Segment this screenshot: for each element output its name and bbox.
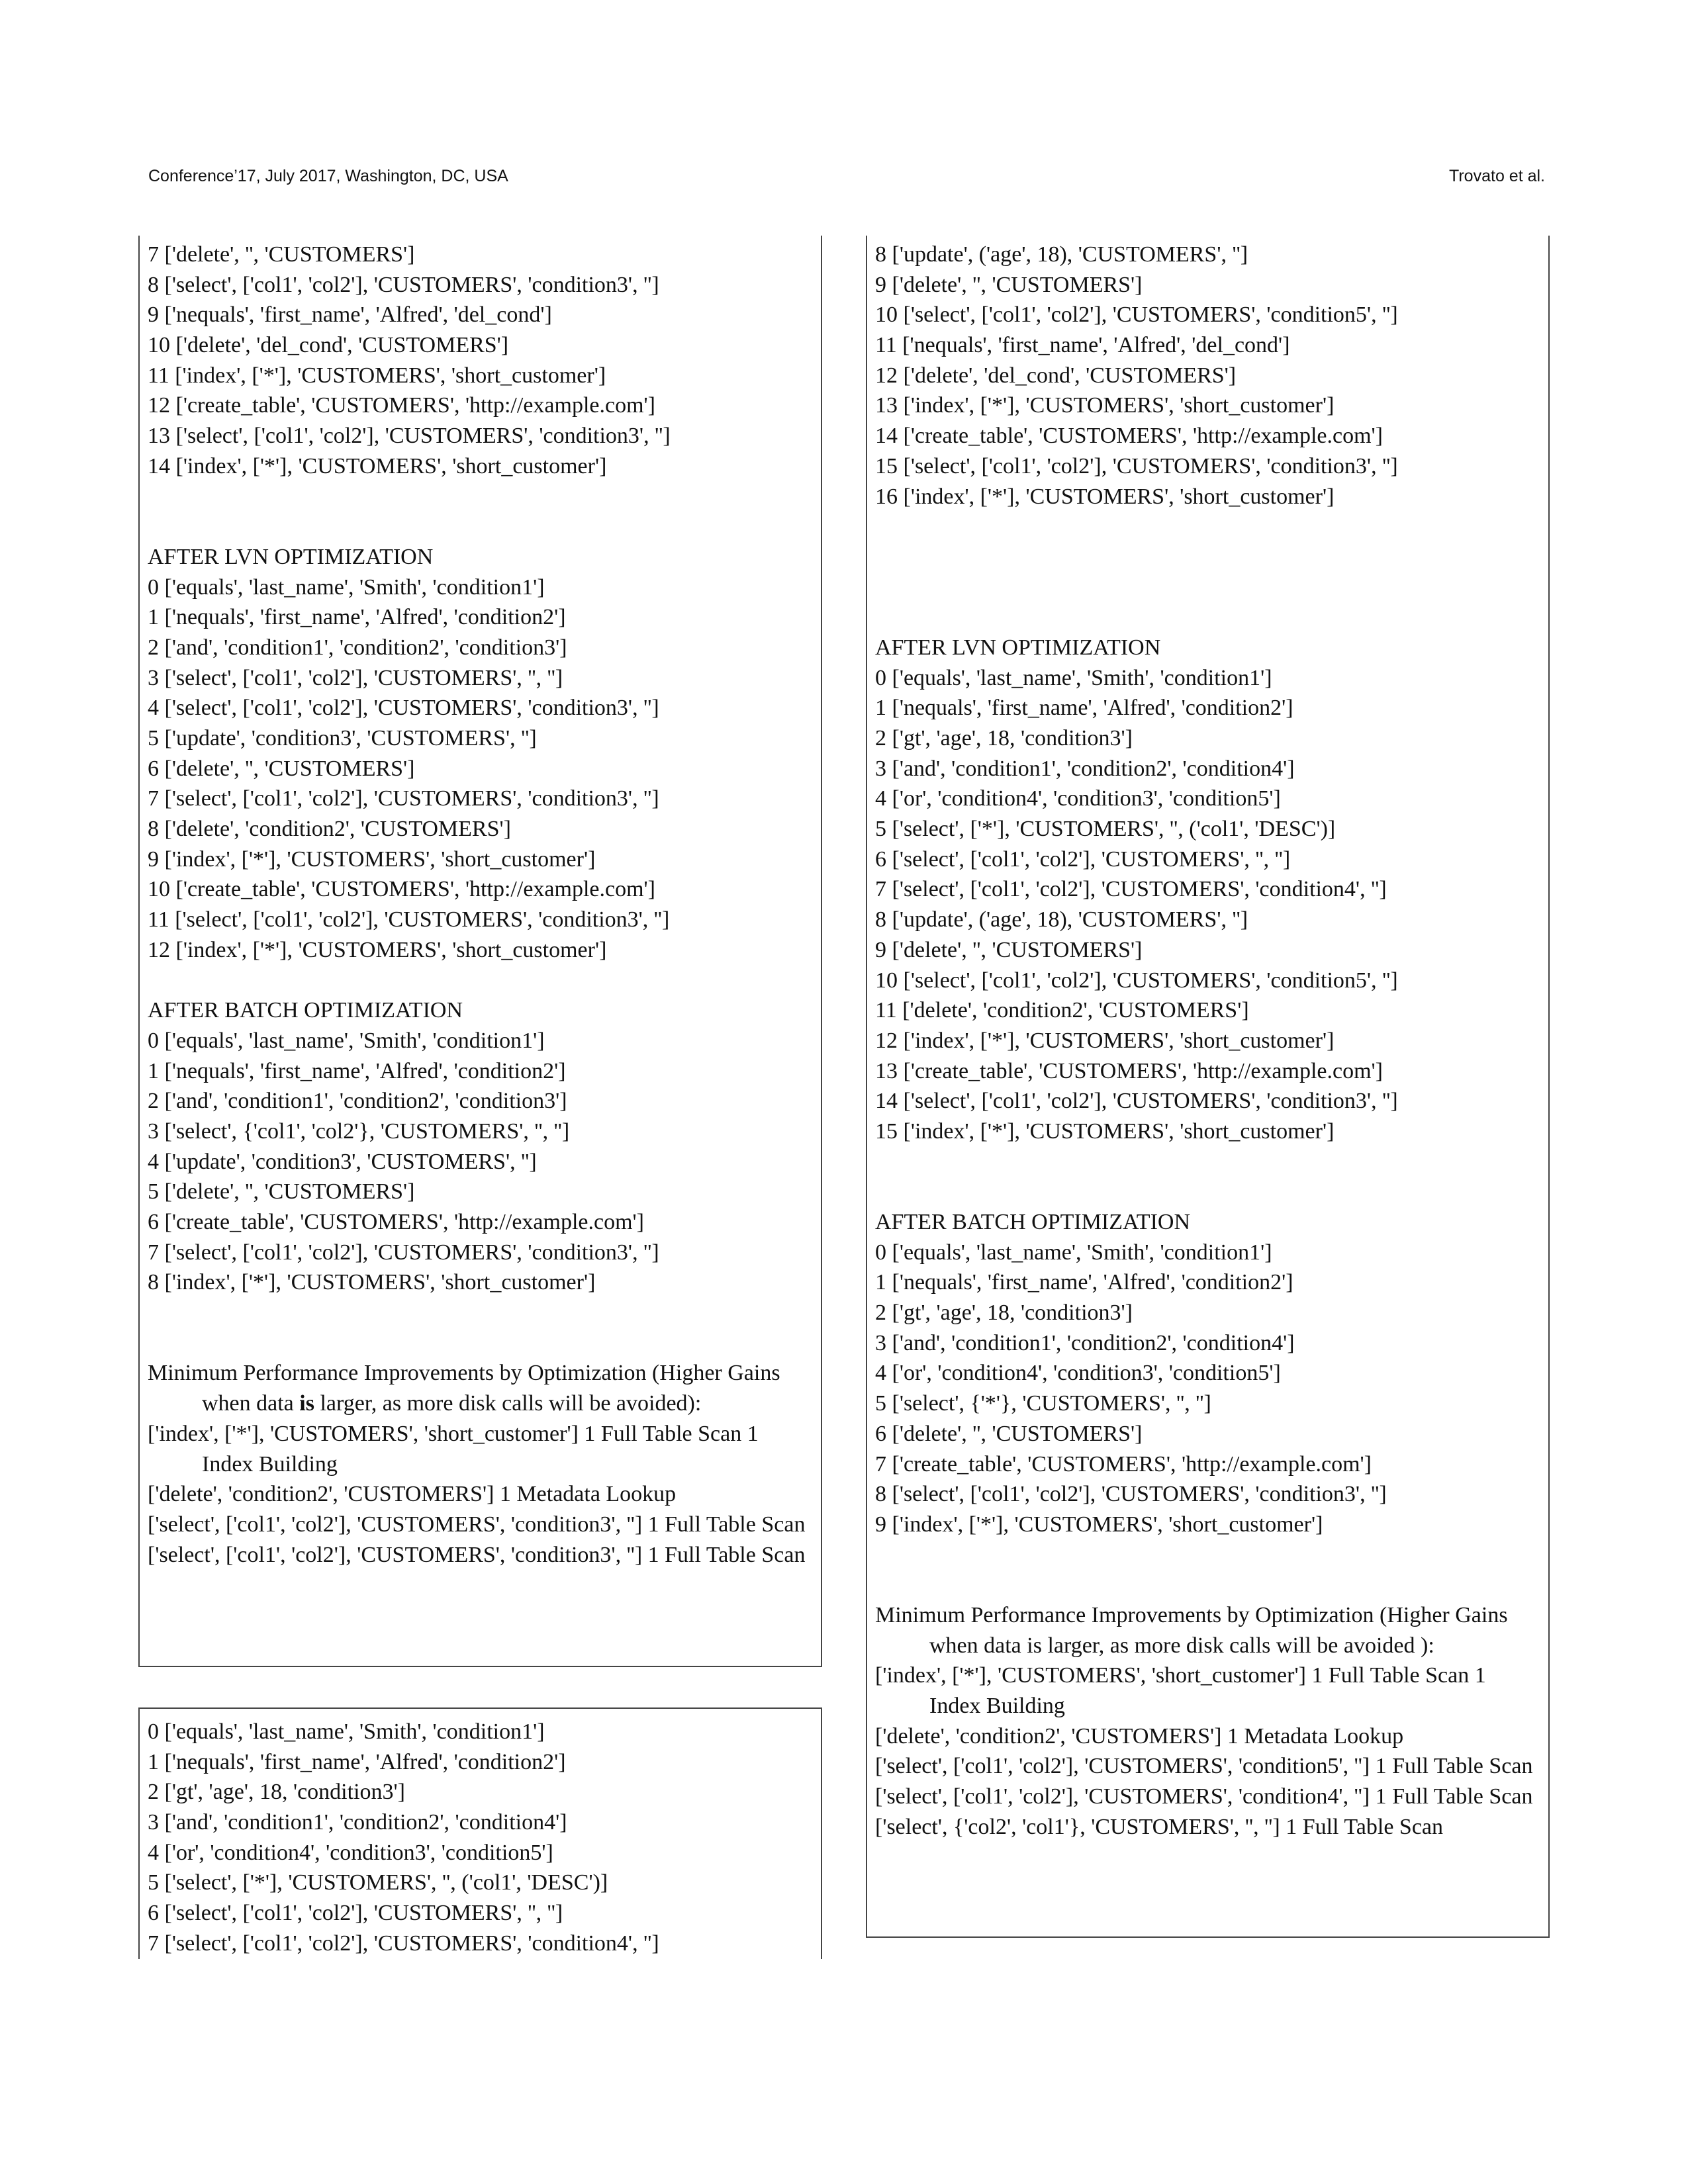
code-line: 6 ['select', ['col1', 'col2'], 'CUSTOMERS', '', ''] bbox=[875, 846, 1291, 872]
code-line: 7 ['delete', '', 'CUSTOMERS'] bbox=[148, 242, 415, 267]
code-line: 4 ['select', ['col1', 'col2'], 'CUSTOMERS', 'condition3', ''] bbox=[148, 696, 659, 721]
code-line: 4 ['or', 'condition4', 'condition3', 'condition5'] bbox=[148, 1840, 553, 1865]
code-line: 0 ['equals', 'last_name', 'Smith', 'condition1'] bbox=[148, 1719, 545, 1744]
perf-line: ['select', ['col1', 'col2'], 'CUSTOMERS', 'condition4', ''] 1 Full Table Scan bbox=[875, 1784, 1533, 1809]
code-line: 8 ['select', ['col1', 'col2'], 'CUSTOMERS', 'condition3', ''] bbox=[875, 1482, 1387, 1507]
section-heading-lvn: AFTER LVN OPTIMIZATION bbox=[148, 544, 434, 569]
code-line: 2 ['gt', 'age', 18, 'condition3'] bbox=[148, 1780, 405, 1805]
code-line: 6 ['select', ['col1', 'col2'], 'CUSTOMERS', '', ''] bbox=[148, 1901, 563, 1926]
perf-heading bbox=[148, 1358, 813, 1418]
code-line: 5 ['select', ['*'], 'CUSTOMERS', '', ('col1', 'DESC')] bbox=[148, 1870, 608, 1895]
code-line: 10 ['select', ['col1', 'col2'], 'CUSTOMERS', 'condition5', ''] bbox=[875, 968, 1398, 993]
code-line: 4 ['update', 'condition3', 'CUSTOMERS', ''] bbox=[148, 1149, 537, 1174]
code-line: 11 ['nequals', 'first_name', 'Alfred', 'del_cond'] bbox=[875, 333, 1290, 358]
perf-line: ['delete', 'condition2', 'CUSTOMERS'] 1 Metadata Lookup bbox=[875, 1723, 1404, 1749]
code-line: 1 ['nequals', 'first_name', 'Alfred', 'condition2'] bbox=[148, 1749, 566, 1774]
section-heading-lvn: AFTER LVN OPTIMIZATION bbox=[875, 635, 1161, 660]
code-line: 14 ['create_table', 'CUSTOMERS', 'http://example.com'] bbox=[875, 424, 1383, 449]
code-line: 10 ['select', ['col1', 'col2'], 'CUSTOMERS', 'condition5', ''] bbox=[875, 302, 1398, 328]
code-line: 1 ['nequals', 'first_name', 'Alfred', 'condition2'] bbox=[148, 605, 566, 630]
code-line: 6 ['delete', '', 'CUSTOMERS'] bbox=[875, 1421, 1143, 1446]
code-line: 7 ['select', ['col1', 'col2'], 'CUSTOMERS', 'condition4', ''] bbox=[148, 1931, 659, 1956]
perf-line: ['index', ['*'], 'CUSTOMERS', 'short_customer'] 1 Full Table Scan 1 Index Building bbox=[148, 1421, 759, 1477]
code-line: 0 ['equals', 'last_name', 'Smith', 'condition1'] bbox=[875, 665, 1272, 690]
perf-line: ['select', ['col1', 'col2'], 'CUSTOMERS', 'condition3', ''] 1 Full Table Scan bbox=[148, 1542, 806, 1567]
code-listing-right bbox=[866, 236, 1550, 1938]
code-line: 12 ['create_table', 'CUSTOMERS', 'http://example.com'] bbox=[148, 393, 655, 418]
running-header bbox=[148, 167, 1545, 193]
code-listing-left-bottom bbox=[138, 1707, 822, 1959]
code-line: 7 ['select', ['col1', 'col2'], 'CUSTOMERS', 'condition3', ''] bbox=[148, 1240, 659, 1265]
code-line: 1 ['nequals', 'first_name', 'Alfred', 'condition2'] bbox=[148, 1058, 566, 1083]
code-line: 13 ['select', ['col1', 'col2'], 'CUSTOMERS', 'condition3', ''] bbox=[148, 424, 671, 449]
perf-heading: Minimum Performance Improvements by Optimization (Higher Gains when data is larger, as more disk calls will be avoided ): bbox=[875, 1602, 1508, 1658]
code-line: 5 ['select', ['*'], 'CUSTOMERS', '', ('col1', 'DESC')] bbox=[875, 817, 1336, 842]
code-line: 4 ['or', 'condition4', 'condition3', 'condition5'] bbox=[875, 1361, 1281, 1386]
code-line: 2 ['and', 'condition1', 'condition2', 'condition3'] bbox=[148, 1089, 567, 1114]
code-line: 15 ['select', ['col1', 'col2'], 'CUSTOMERS', 'condition3', ''] bbox=[875, 453, 1398, 478]
code-line: 0 ['equals', 'last_name', 'Smith', 'condition1'] bbox=[148, 1028, 545, 1053]
code-line: 9 ['index', ['*'], 'CUSTOMERS', 'short_customer'] bbox=[875, 1512, 1323, 1537]
code-line: 3 ['and', 'condition1', 'condition2', 'condition4'] bbox=[875, 756, 1295, 781]
code-line: 5 ['delete', '', 'CUSTOMERS'] bbox=[148, 1179, 415, 1205]
code-line: 11 ['select', ['col1', 'col2'], 'CUSTOMERS', 'condition3', ''] bbox=[148, 907, 670, 933]
code-line: 1 ['nequals', 'first_name', 'Alfred', 'condition2'] bbox=[875, 1270, 1293, 1295]
code-line: 0 ['equals', 'last_name', 'Smith', 'condition1'] bbox=[875, 1240, 1272, 1265]
code-line: 3 ['and', 'condition1', 'condition2', 'condition4'] bbox=[875, 1330, 1295, 1355]
code-line: 3 ['select', ['col1', 'col2'], 'CUSTOMERS', '', ''] bbox=[148, 665, 563, 690]
code-line: 10 ['delete', 'del_cond', 'CUSTOMERS'] bbox=[148, 333, 509, 358]
code-line: 2 ['gt', 'age', 18, 'condition3'] bbox=[875, 726, 1133, 751]
code-line: 6 ['delete', '', 'CUSTOMERS'] bbox=[148, 756, 415, 781]
code-line: 12 ['index', ['*'], 'CUSTOMERS', 'short_customer'] bbox=[875, 1028, 1335, 1053]
code-line: 8 ['select', ['col1', 'col2'], 'CUSTOMERS', 'condition3', ''] bbox=[148, 272, 659, 297]
code-line: 7 ['create_table', 'CUSTOMERS', 'http://example.com'] bbox=[875, 1451, 1372, 1477]
code-line: 6 ['create_table', 'CUSTOMERS', 'http://example.com'] bbox=[148, 1210, 644, 1234]
code-line: 1 ['nequals', 'first_name', 'Alfred', 'condition2'] bbox=[875, 696, 1293, 721]
code-line: 2 ['gt', 'age', 18, 'condition3'] bbox=[875, 1300, 1133, 1326]
code-line: 16 ['index', ['*'], 'CUSTOMERS', 'short_customer'] bbox=[875, 484, 1335, 509]
section-heading-batch: AFTER BATCH OPTIMIZATION bbox=[875, 1210, 1190, 1234]
code-line: 14 ['select', ['col1', 'col2'], 'CUSTOMERS', 'condition3', ''] bbox=[875, 1089, 1398, 1114]
code-line: 14 ['index', ['*'], 'CUSTOMERS', 'short_customer'] bbox=[148, 453, 607, 478]
code-line: 9 ['delete', '', 'CUSTOMERS'] bbox=[875, 937, 1143, 962]
code-line: 4 ['or', 'condition4', 'condition3', 'condition5'] bbox=[875, 786, 1281, 811]
code-line: 11 ['index', ['*'], 'CUSTOMERS', 'short_customer'] bbox=[148, 363, 606, 388]
perf-heading-emphasis: is bbox=[299, 1391, 314, 1416]
code-line: 7 ['select', ['col1', 'col2'], 'CUSTOMERS', 'condition3', ''] bbox=[148, 786, 659, 811]
code-line: 8 ['update', ('age', 18), 'CUSTOMERS', ''] bbox=[875, 242, 1248, 267]
code-line: 9 ['delete', '', 'CUSTOMERS'] bbox=[875, 272, 1143, 297]
header-authors: Trovato et al. bbox=[1449, 167, 1545, 185]
code-line: 13 ['index', ['*'], 'CUSTOMERS', 'short_customer'] bbox=[875, 393, 1335, 418]
header-venue: Conference’17, July 2017, Washington, DC, USA bbox=[148, 167, 508, 185]
code-line: 8 ['index', ['*'], 'CUSTOMERS', 'short_customer'] bbox=[148, 1270, 596, 1295]
perf-heading-text: larger, as more disk calls will be avoided): bbox=[314, 1391, 702, 1416]
code-line: 10 ['create_table', 'CUSTOMERS', 'http://example.com'] bbox=[148, 877, 655, 902]
code-line: 0 ['equals', 'last_name', 'Smith', 'condition1'] bbox=[148, 574, 545, 600]
code-line: 7 ['select', ['col1', 'col2'], 'CUSTOMERS', 'condition4', ''] bbox=[875, 877, 1387, 902]
code-line: 3 ['select', {'col1', 'col2'}, 'CUSTOMERS', '', ''] bbox=[148, 1118, 570, 1144]
code-line: 13 ['create_table', 'CUSTOMERS', 'http://example.com'] bbox=[875, 1058, 1383, 1083]
perf-line: ['select', ['col1', 'col2'], 'CUSTOMERS', 'condition3', ''] 1 Full Table Scan bbox=[148, 1512, 806, 1537]
perf-line: ['index', ['*'], 'CUSTOMERS', 'short_customer'] 1 Full Table Scan 1 Index Building bbox=[875, 1663, 1486, 1719]
code-line: 15 ['index', ['*'], 'CUSTOMERS', 'short_customer'] bbox=[875, 1118, 1335, 1144]
section-heading-batch: AFTER BATCH OPTIMIZATION bbox=[148, 998, 463, 1023]
code-line: 9 ['nequals', 'first_name', 'Alfred', 'del_cond'] bbox=[148, 302, 552, 328]
code-line: 9 ['index', ['*'], 'CUSTOMERS', 'short_customer'] bbox=[148, 846, 596, 872]
code-line: 5 ['update', 'condition3', 'CUSTOMERS', ''] bbox=[148, 726, 537, 751]
perf-heading-text: Minimum Performance Improvements by Optimization (Higher Gains when data bbox=[148, 1361, 780, 1416]
code-line: 12 ['index', ['*'], 'CUSTOMERS', 'short_customer'] bbox=[148, 937, 607, 962]
code-line: 3 ['and', 'condition1', 'condition2', 'condition4'] bbox=[148, 1810, 567, 1835]
code-line: 2 ['and', 'condition1', 'condition2', 'condition3'] bbox=[148, 635, 567, 660]
perf-line: ['delete', 'condition2', 'CUSTOMERS'] 1 Metadata Lookup bbox=[148, 1482, 677, 1507]
code-line: 12 ['delete', 'del_cond', 'CUSTOMERS'] bbox=[875, 363, 1237, 388]
code-listing-left-top bbox=[138, 236, 822, 1667]
perf-line: ['select', {'col2', 'col1'}, 'CUSTOMERS', '', ''] 1 Full Table Scan bbox=[875, 1814, 1444, 1839]
code-line: 8 ['delete', 'condition2', 'CUSTOMERS'] bbox=[148, 817, 511, 842]
code-line: 11 ['delete', 'condition2', 'CUSTOMERS'] bbox=[875, 998, 1249, 1023]
perf-line: ['select', ['col1', 'col2'], 'CUSTOMERS', 'condition5', ''] 1 Full Table Scan bbox=[875, 1754, 1533, 1779]
code-line: 8 ['update', ('age', 18), 'CUSTOMERS', ''] bbox=[875, 907, 1248, 933]
code-line: 5 ['select', {'*'}, 'CUSTOMERS', '', ''] bbox=[875, 1391, 1211, 1416]
